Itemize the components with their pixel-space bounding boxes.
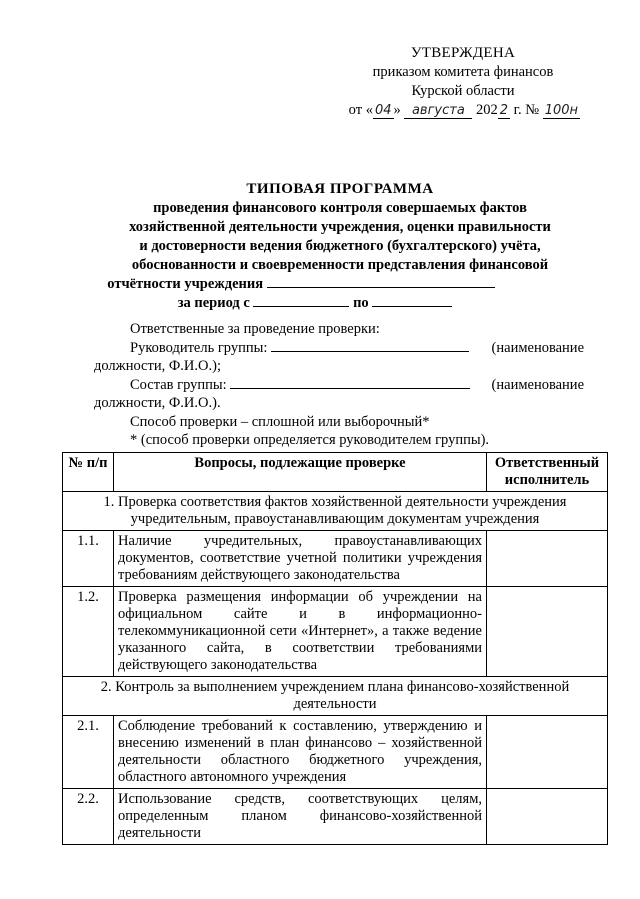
- year-prefix: 202: [476, 102, 498, 118]
- row-executor-cell: [487, 531, 608, 587]
- row-executor-cell: [487, 587, 608, 677]
- heading-line: обоснованности и своевременности представления финансовой: [131, 257, 549, 273]
- document-heading: [60, 180, 620, 313]
- section-row: [63, 492, 608, 531]
- group-members-cont: должности, Ф.И.О.).: [94, 395, 221, 411]
- handwritten-order-number: 100н: [544, 103, 578, 118]
- table-row: [63, 587, 608, 677]
- row-question: Соблюдение требований к составлению, утверждению и внесению изменений в план финансово – хозяйственной деятельности областного бюджетного учреждения, областного автономного учреждения: [114, 716, 487, 789]
- row-question: Проверка размещения информации об учреждении на официальном сайте и в информационно-телекоммуникационной сети «Интернет», а также ведение указанного сайта, в соответствии требованиями действующего законодательства: [114, 587, 487, 677]
- heading-institution-line: [60, 275, 620, 294]
- header-num: № п/п: [63, 453, 114, 492]
- group-leader-note: (наименование: [491, 339, 584, 356]
- period-to-blank: [372, 294, 452, 307]
- period-from-label: за период с: [177, 295, 250, 311]
- period-from-blank: [253, 294, 349, 307]
- responsible-section: [94, 320, 584, 450]
- group-members-note: (наименование: [491, 376, 584, 393]
- group-leader-cont: должности, Ф.И.О.);: [94, 358, 221, 374]
- handwritten-year-digit: 2: [499, 103, 509, 118]
- check-method: Способ проверки – сплошной или выборочный*: [130, 413, 430, 430]
- row-executor-cell: [487, 716, 608, 789]
- table-row: [63, 789, 608, 845]
- heading-title: ТИПОВАЯ ПРОГРАММА: [246, 181, 434, 197]
- heading-line: проведения финансового контроля совершаемых фактов: [153, 200, 527, 216]
- section-title: 2. Контроль за выполнением учреждением плана финансово-хозяйственной деятельности: [63, 677, 608, 716]
- institution-label: отчётности учреждения: [107, 276, 264, 292]
- group-members-line: [94, 376, 584, 395]
- heading-line: и достоверности ведения бюджетного (бухгалтерского) учёта,: [139, 238, 541, 254]
- table-header-row: [63, 453, 608, 492]
- section-row: [63, 677, 608, 716]
- header-question: Вопросы, подлежащие проверке: [114, 453, 487, 492]
- row-num: 2.1.: [63, 716, 114, 789]
- approval-date-line: [338, 101, 588, 120]
- handwritten-day: 04: [374, 103, 392, 118]
- approval-stamp: [338, 44, 588, 120]
- group-leader-label: Руководитель группы:: [130, 339, 268, 356]
- header-executor: Ответственный исполнитель: [487, 453, 608, 492]
- approval-region: Курской области: [411, 83, 515, 99]
- institution-blank: [267, 275, 495, 288]
- responsible-intro: Ответственные за проведение проверки:: [130, 321, 380, 337]
- handwritten-month: августа: [404, 104, 472, 119]
- heading-period-line: [60, 294, 620, 313]
- group-members-blank: [230, 376, 470, 389]
- group-leader-blank: [271, 339, 469, 352]
- row-question: Использование средств, соответствующих целям, определенным планом финансово-хозяйственной деятельности: [114, 789, 487, 845]
- group-leader-line: [94, 339, 584, 358]
- approval-title: УТВЕРЖДЕНА: [410, 45, 516, 61]
- heading-line: хозяйственной деятельности учреждения, оценки правильности: [129, 219, 551, 235]
- table-row: [63, 531, 608, 587]
- approval-issuer: приказом комитета финансов: [372, 64, 554, 80]
- section-title: 1. Проверка соответствия фактов хозяйственной деятельности учреждения учредительным, правоустанавливающим документам учреждения: [63, 492, 608, 531]
- check-method-footnote: * (способ проверки определяется руководителем группы).: [130, 432, 490, 448]
- row-num: 1.1.: [63, 531, 114, 587]
- date-mid: »: [393, 102, 401, 118]
- program-table: [62, 452, 608, 845]
- row-num: 1.2.: [63, 587, 114, 677]
- row-executor-cell: [487, 789, 608, 845]
- number-prefix: г. №: [513, 102, 540, 118]
- row-num: 2.2.: [63, 789, 114, 845]
- period-to-label: по: [353, 295, 369, 311]
- table-row: [63, 716, 608, 789]
- group-members-label: Состав группы:: [130, 376, 227, 393]
- row-question: Наличие учредительных, правоустанавливающих документов, соответствие учетной политики учреждения требованиям действующего законодательства: [114, 531, 487, 587]
- date-prefix: от «: [348, 102, 373, 118]
